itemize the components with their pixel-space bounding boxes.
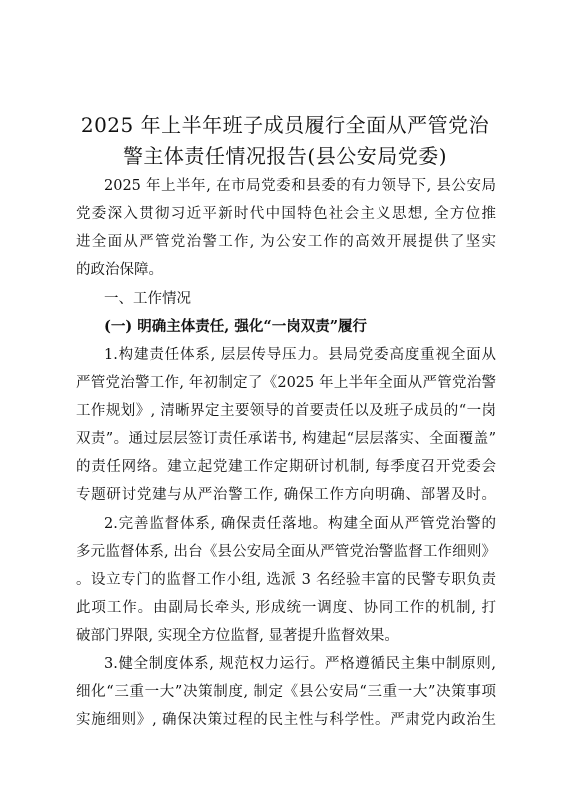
intro-line-3: 进全面从严管党治警工作, 为公安工作的高效开展提供了坚实 (76, 234, 496, 250)
item3-line-2: 细化“三重一大”决策制度, 制定《县公安局“三重一大”决策事项 (76, 684, 496, 700)
item1-line-4: 双责”。通过层层签订责任承诺书, 构建起“层层落实、全面覆盖” (76, 431, 496, 447)
item1-line-6: 专题研讨党建与从严治警工作, 确保工作方向明确、部署及时。 (76, 487, 496, 503)
item1-line-5: 的责任网络。建立起党建工作定期研讨机制, 每季度召开党委会 (76, 459, 496, 475)
section-heading: 一、工作情况 (104, 291, 191, 307)
document-title-line-1: 2025 年上半年班子成员履行全面从严管党治 (80, 113, 490, 137)
subsection-heading: (一) 明确主体责任, 强化“一岗双责”履行 (104, 318, 368, 335)
item2-line-5: 破部门界限, 实现全方位监督, 显著提升监督效果。 (76, 628, 399, 644)
item1-line-2: 严管党治警工作, 年初制定了《2025 年上半年全面从严管党治警 (76, 375, 496, 391)
intro-line-4: 的政治保障。 (76, 262, 163, 278)
intro-line-1: 2025 年上半年, 在市局党委和县委的有力领导下, 县公安局 (104, 178, 496, 194)
intro-line-2: 党委深入贯彻习近平新时代中国特色社会主义思想, 全方位推 (76, 206, 496, 222)
item2-line-2: 多元监督体系, 出台《县公安局全面从严管党治警监督工作细则》 (76, 544, 496, 560)
item2-line-3: 。设立专门的监督工作小组, 选派 3 名经验丰富的民警专职负责 (76, 572, 496, 588)
document-title-line-2: 警主体责任情况报告(县公安局党委) (122, 144, 448, 168)
item2-line-1: 2.完善监督体系, 确保责任落地。构建全面从严管党治警的 (104, 516, 496, 532)
item3-line-1: 3.健全制度体系, 规范权力运行。严格遵循民主集中制原则, (104, 656, 496, 672)
item1-line-1: 1.构建责任体系, 层层传导压力。县局党委高度重视全面从 (104, 347, 496, 363)
item3-line-3: 实施细则》, 确保决策过程的民主性与科学性。严肃党内政治生 (76, 712, 496, 728)
item2-line-4: 此项工作。由副局长牵头, 形成统一调度、协同工作的机制, 打 (76, 600, 496, 616)
item1-line-3: 工作规划》, 清晰界定主要领导的首要责任以及班子成员的“一岗 (76, 403, 496, 419)
